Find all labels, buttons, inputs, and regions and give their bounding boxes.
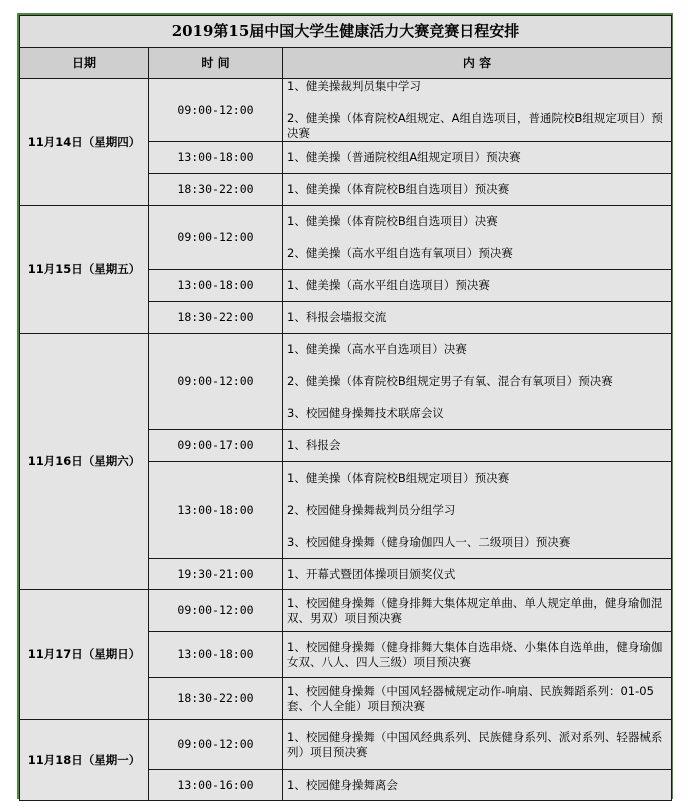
content-item: 3、校园健身操舞技术联席会议 <box>287 406 444 420</box>
content-cell <box>283 142 672 174</box>
content-item: 1、校园健身操舞（中国风经典系列、民族健身系列、派对系列、轻器械系列）项目预决赛 <box>287 729 663 759</box>
content-item: 1、健美操裁判员集中学习 <box>287 79 421 93</box>
content-item: 2、健美操（高水平组自选有氧项目）预决赛 <box>287 246 513 260</box>
schedule-row <box>20 79 672 142</box>
header-time: 时 间 <box>149 48 283 79</box>
content-cell <box>283 632 672 678</box>
content-item: 1、校园健身操舞（健身排舞大集体规定单曲、单人规定单曲，健身瑜伽混双、男双）项目预决赛 <box>287 595 663 625</box>
time-cell: 09:00-12:00 <box>149 590 283 632</box>
item-spacer <box>287 486 667 503</box>
content-cell <box>283 334 672 430</box>
time-cell: 09:00-12:00 <box>149 79 283 142</box>
time-cell: 09:00-12:00 <box>149 720 283 770</box>
time-cell: 13:00-18:00 <box>149 142 283 174</box>
item-spacer <box>287 94 667 111</box>
content-item: 1、健美操（体育院校B组自选项目）决赛 <box>287 214 498 228</box>
time-cell: 13:00-18:00 <box>149 462 283 559</box>
time-cell: 09:00-12:00 <box>149 334 283 430</box>
item-spacer <box>287 357 667 374</box>
content-item: 2、健美操（体育院校B组规定男子有氧、混合有氧项目）预决赛 <box>287 374 613 388</box>
content-cell <box>283 559 672 590</box>
item-spacer <box>287 389 667 406</box>
content-cell <box>283 430 672 462</box>
time-cell: 18:30-22:00 <box>149 678 283 720</box>
content-item: 3、校园健身操舞（健身瑜伽四人一、二级项目）预决赛 <box>287 534 571 549</box>
header-date: 日期 <box>20 48 149 79</box>
content-item: 1、健美操（体育院校B组自选项目）预决赛 <box>287 182 510 196</box>
content-item: 1、健美操（高水平自选项目）决赛 <box>287 342 467 356</box>
content-cell <box>283 206 672 270</box>
content-item: 1、科报会墙报交流 <box>287 310 387 324</box>
schedule-row <box>20 334 672 430</box>
content-item: 1、开幕式暨团体操项目颁奖仪式 <box>287 566 456 581</box>
content-item: 1、健美操（普通院校组A组规定项目）预决赛 <box>287 150 521 164</box>
content-item: 1、校园健身操舞（健身排舞大集体自选串烧、小集体自选单曲，健身瑜伽女双、八人、四人三级）项目预决赛 <box>287 639 663 669</box>
header-row <box>20 48 672 79</box>
header-content: 内 容 <box>283 48 672 79</box>
time-cell: 19:30-21:00 <box>149 559 283 590</box>
time-cell: 18:30-22:00 <box>149 174 283 206</box>
date-cell: 11月17日（星期日） <box>20 590 149 720</box>
content-item: 1、校园健身操舞（中国风轻器械规定动作-响扇、民族舞蹈系列：01-05套、个人全能）项目预决赛 <box>287 683 654 713</box>
time-cell: 09:00-12:00 <box>149 206 283 270</box>
content-item: 2、校园健身操舞裁判员分组学习 <box>287 502 456 517</box>
content-cell <box>283 270 672 302</box>
title-row <box>20 16 672 48</box>
content-item: 1、健美操（体育院校B组规定项目）预决赛 <box>287 470 510 485</box>
schedule-row <box>20 590 672 632</box>
date-cell: 11月14日（星期四） <box>20 79 149 206</box>
content-item: 1、健美操（高水平组自选项目）预决赛 <box>287 278 490 292</box>
schedule-table <box>19 15 672 801</box>
content-cell <box>283 462 672 559</box>
time-cell: 13:00-18:00 <box>149 632 283 678</box>
date-cell: 11月18日（星期一） <box>20 720 149 801</box>
date-cell: 11月16日（星期六） <box>20 334 149 590</box>
content-cell <box>283 590 672 632</box>
time-cell: 13:00-18:00 <box>149 270 283 302</box>
time-cell: 18:30-22:00 <box>149 302 283 334</box>
page-title: 2019第15届中国大学生健康活力大赛竞赛日程安排 <box>20 16 672 48</box>
schedule-row <box>20 206 672 270</box>
content-cell <box>283 678 672 720</box>
date-cell: 11月15日（星期五） <box>20 206 149 334</box>
content-item: 2、健美操（体育院校A组规定、A组自选项目，普通院校B组规定项目）预决赛 <box>287 111 663 140</box>
time-cell: 09:00-17:00 <box>149 430 283 462</box>
content-item: 1、科报会 <box>287 438 341 452</box>
content-item: 1、校园健身操舞离会 <box>287 777 398 792</box>
content-cell <box>283 302 672 334</box>
content-cell <box>283 174 672 206</box>
content-cell <box>283 720 672 770</box>
time-cell: 13:00-16:00 <box>149 770 283 801</box>
schedule-row <box>20 720 672 770</box>
item-spacer <box>287 229 667 246</box>
content-cell <box>283 770 672 801</box>
item-spacer <box>287 518 667 535</box>
content-cell <box>283 79 672 142</box>
